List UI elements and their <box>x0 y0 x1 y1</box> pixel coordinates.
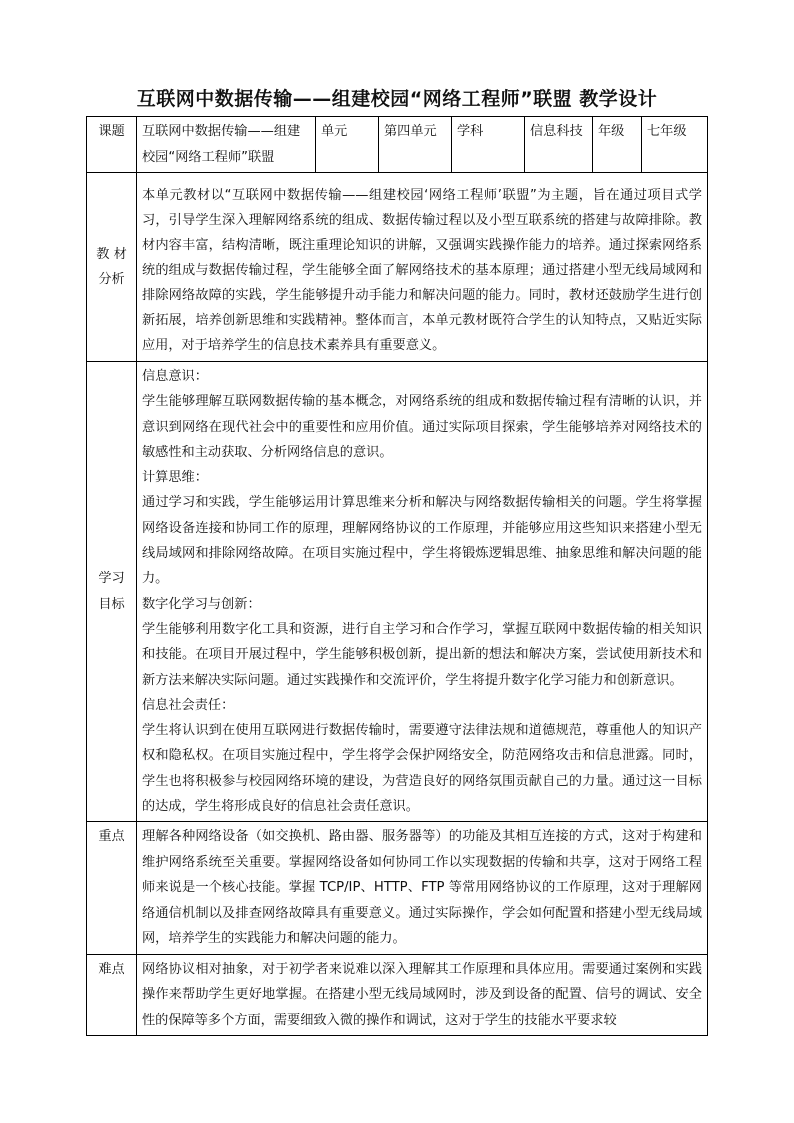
goal-text: 学生能够利用数字化工具和资源，进行自主学习和合作学习，掌握互联网中数据传输的相关知识和技能。在项目开展过程中，学生能够积极创新，提出新的想法和解决方案，尝试使用新技术和新方法来解决实际问题。通过实践操作和交流评价，学生将提升数字化学习能力和创新意识。 <box>142 621 702 688</box>
subject-label: 学科 <box>452 117 525 173</box>
topic-label: 课题 <box>87 117 137 173</box>
goal-heading: 信息意识： <box>142 369 208 384</box>
goal-heading: 信息社会责任： <box>142 697 235 713</box>
difficulties-text: 网络协议相对抽象，对于初学者来说难以深入理解其工作原理和具体应用。需要通过案例和实践操作来帮助学生更好地掌握。在搭建小型无线局域网时，涉及到设备的配置、信号的调试、安全性的保障等多个方面，需要细致入微的操作和调试，这对于学生的技能水平要求较 <box>137 954 708 1035</box>
analysis-text: 本单元教材以“互联网中数据传输——组建校园‘网络工程师’联盟”为主题，旨在通过项目式学习，引导学生深入理解网络系统的组成、数据传输过程以及小型互联系统的搭建与故障排除。教材内容丰富，结构清晰，既注重理论知识的讲解，又强调实践操作能力的培养。通过探索网络系统的组成与数据传输过程，学生能够全面了解网络技术的基本原理；通过搭建小型无线局域网和排除网络故障的实践，学生能够提升动手能力和解决问题的能力。同时，教材还鼓励学生进行创新拓展，培养创新思维和实践精神。整体而言，本单元教材既符合学生的认知特点，又贴近实际应用，对于培养学生的信息技术素养具有重要意义。 <box>137 173 708 362</box>
key-points-text: 理解各种网络设备（如交换机、路由器、服务器等）的功能及其相互连接的方式，这对于构建和维护网络系统至关重要。掌握网络设备如何协同工作以实现数据的传输和共享，这对于网络工程师来说是一个核心技能。掌握 TCP/IP、HTTP、FTP 等常用网络协议的工作原理，这对于理解网络通信机制以及排查网络故障具有重要意义。通过实际操作，学会如何配置和搭建小型无线局域网，培养学生的实践能力和解决问题的能力。 <box>137 822 708 955</box>
analysis-label: 教 材 分析 <box>87 173 137 362</box>
goals-row <box>87 362 708 822</box>
unit-label: 单元 <box>316 117 379 173</box>
goal-text: 学生能够理解互联网数据传输的基本概念，对网络系统的组成和数据传输过程有清晰的认识，并意识到网络在现代社会中的重要性和应用价值。通过实际项目探索，学生能够培养对网络技术的敏感性和主动获取、分析网络信息的意识。 <box>142 394 702 460</box>
difficulties-row <box>87 954 708 1035</box>
header-row <box>87 117 708 173</box>
goal-text: 通过学习和实践，学生能够运用计算思维来分析和解决与网络数据传输相关的问题。学生将掌握网络设备连接和协同工作的原理，理解网络协议的工作原理，并能够应用这些知识来搭建小型无线局域网和排除网络故障。在项目实施过程中，学生将锻炼逻辑思维、抽象思维和解决问题的能力。 <box>142 495 702 587</box>
key-points-row <box>87 822 708 955</box>
goal-text: 学生将认识到在使用互联网进行数据传输时，需要遵守法律法规和道德规范，尊重他人的知识产权和隐私权。在项目实施过程中，学生将学会保护网络安全，防范网络攻击和信息泄露。同时，学生也将积极参与校园网络环境的建设，为营造良好的网络氛围贡献自己的力量。通过这一目标的达成，学生将形成良好的信息社会责任意识。 <box>142 723 702 815</box>
topic-value: 互联网中数据传输——组建校园“网络工程师”联盟 <box>137 117 316 173</box>
goals-content <box>137 362 708 822</box>
key-points-label: 重点 <box>87 822 137 955</box>
unit-value: 第四单元 <box>379 117 452 173</box>
grade-value: 七年级 <box>642 117 708 173</box>
goal-heading: 计算思维： <box>142 470 208 486</box>
analysis-row <box>87 173 708 362</box>
document-title: 互联网中数据传输——组建校园“网络工程师”联盟 教学设计 <box>136 88 658 110</box>
difficulties-label: 难点 <box>87 954 137 1035</box>
goals-label: 学习 目标 <box>87 362 137 822</box>
subject-value: 信息科技 <box>525 117 593 173</box>
grade-label: 年级 <box>593 117 642 173</box>
lesson-plan-table <box>86 116 708 1036</box>
goal-heading: 数字化学习与创新： <box>142 596 261 612</box>
